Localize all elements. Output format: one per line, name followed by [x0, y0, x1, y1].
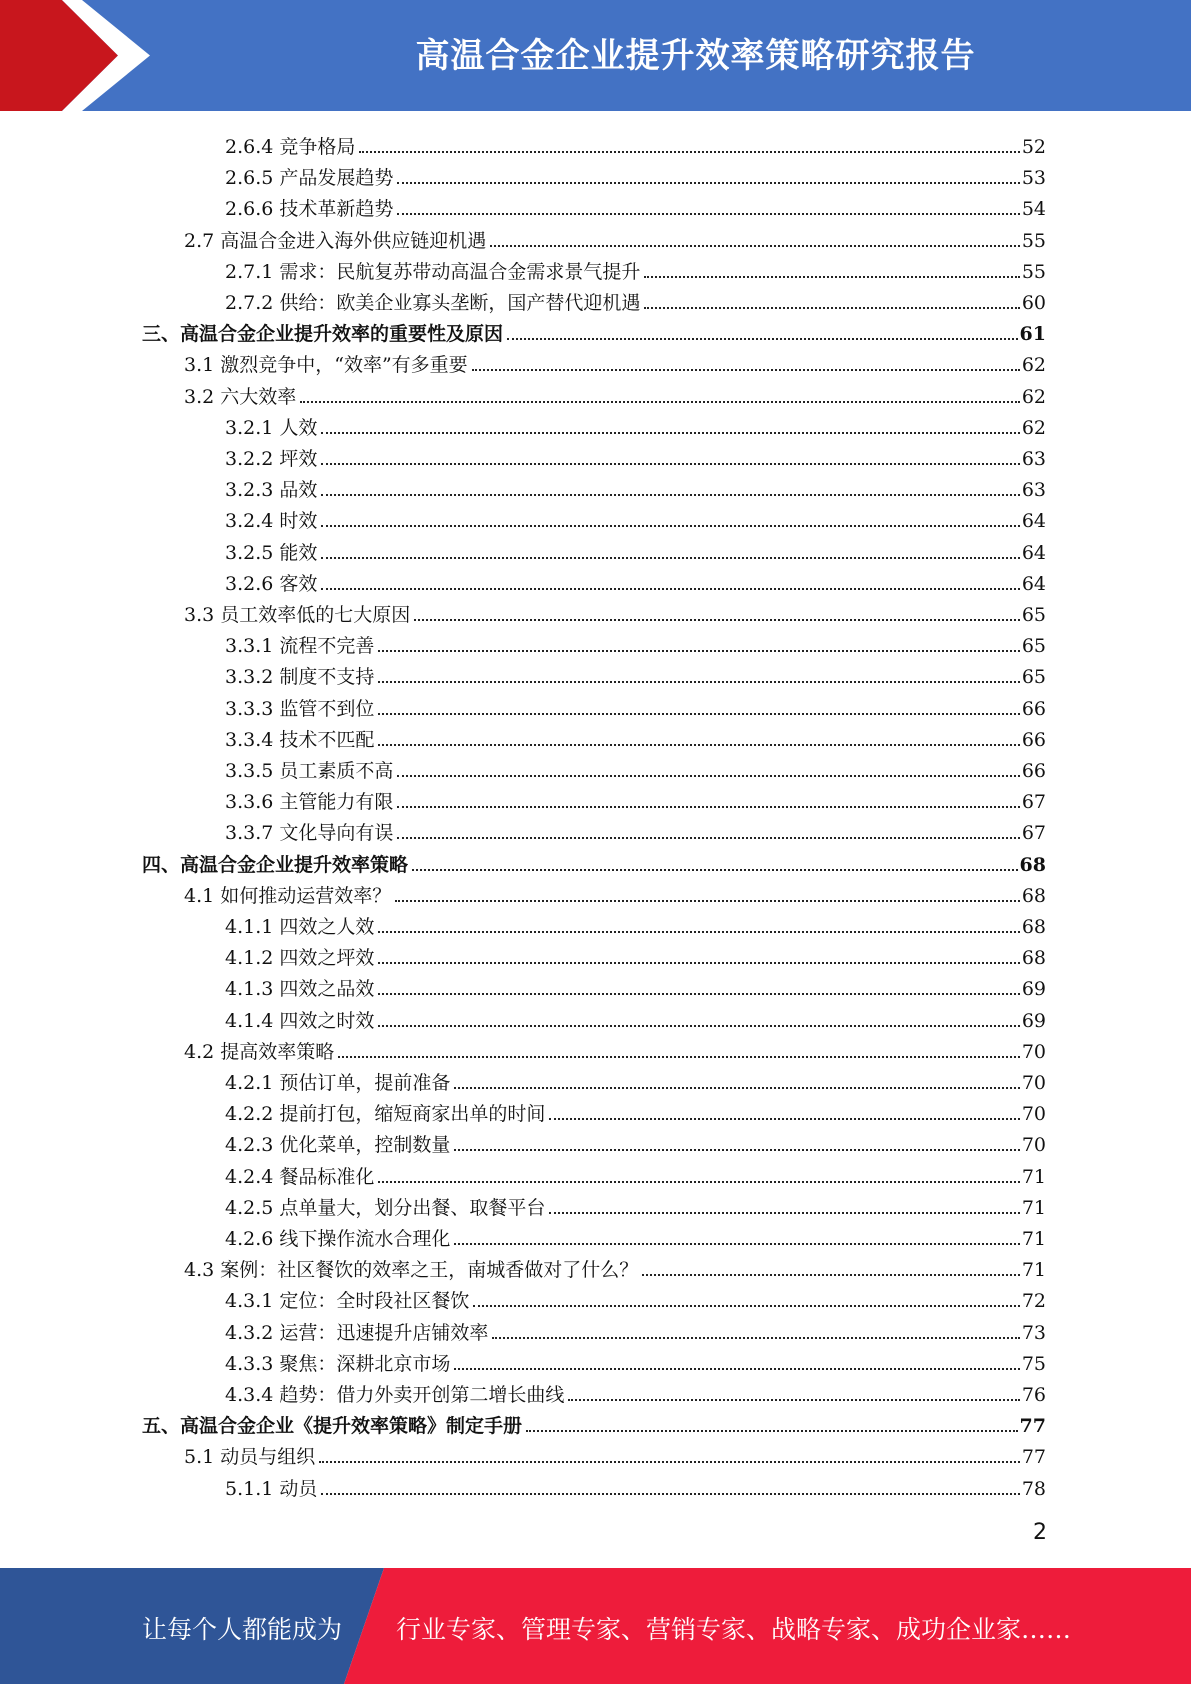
toc-dot-leader — [492, 1337, 1019, 1339]
toc-entry-page: 69 — [1021, 1009, 1046, 1032]
toc-entry-page: 73 — [1021, 1321, 1046, 1344]
toc-entry-title: 3.3.7 文化导向有误 — [225, 822, 394, 845]
toc-entry-title: 4.2.6 线下操作流水合理化 — [225, 1228, 451, 1250]
toc-entry-page: 67 — [1021, 822, 1046, 845]
toc-dot-leader — [300, 401, 1020, 403]
toc-dot-leader — [378, 681, 1019, 683]
toc-entry-page: 72 — [1021, 1290, 1046, 1313]
toc-entry[interactable] — [225, 1002, 1046, 1033]
toc-entry[interactable] — [225, 783, 1046, 814]
toc-entry-title: 2.6.4 竞争格局 — [225, 136, 356, 158]
report-title: 高温合金企业提升效率策略研究报告 — [415, 36, 976, 76]
toc-entry[interactable] — [225, 970, 1046, 1001]
toc-entry-page: 64 — [1021, 510, 1046, 533]
toc-dot-leader — [568, 1399, 1019, 1401]
toc-entry[interactable] — [184, 1438, 1046, 1469]
toc-entry-title: 4.2.5 点单量大，划分出餐、取餐平台 — [225, 1196, 546, 1219]
toc-dot-leader — [378, 713, 1019, 715]
toc-entry-title: 3.2.1 人效 — [225, 416, 318, 439]
toc-entry-page: 52 — [1021, 136, 1046, 158]
toc-dot-leader — [473, 1305, 1019, 1307]
toc-dot-leader — [397, 775, 1019, 777]
toc-dot-leader — [397, 806, 1019, 808]
toc-entry-page: 67 — [1021, 791, 1046, 814]
toc-entry-title: 3.1 激烈竞争中，“效率”有多重要 — [184, 354, 468, 377]
toc-entry-title: 3.3.4 技术不匹配 — [225, 728, 375, 751]
toc-entry[interactable] — [225, 128, 1046, 159]
toc-entry-page: 54 — [1021, 198, 1046, 221]
toc-dot-leader — [378, 650, 1019, 652]
toc-dot-leader — [359, 151, 1019, 153]
toc-entry-page: 64 — [1021, 572, 1046, 595]
toc-entry-title: 3.3.2 制度不支持 — [225, 666, 375, 689]
toc-entry-title: 2.6.5 产品发展趋势 — [225, 167, 394, 190]
toc-entry-title: 4.3.1 定位：全时段社区餐饮 — [225, 1290, 470, 1313]
toc-entry[interactable] — [225, 1376, 1046, 1407]
toc-entry-page: 53 — [1021, 167, 1046, 190]
toc-entry-title: 4.3.4 趋势：借力外卖开创第二增长曲线 — [225, 1384, 565, 1406]
toc-dot-leader — [397, 837, 1019, 839]
toc-entry-title: 4.2.3 优化菜单，控制数量 — [225, 1134, 451, 1157]
toc-dot-leader — [454, 1087, 1019, 1089]
toc-entry-title: 四、高温合金企业提升效率策略 — [142, 853, 409, 876]
toc-entry-title: 3.2.6 客效 — [225, 572, 318, 595]
toc-dot-leader — [454, 1243, 1019, 1245]
toc-entry-page: 55 — [1021, 260, 1046, 283]
toc-entry[interactable] — [225, 190, 1046, 221]
toc-entry[interactable] — [225, 409, 1046, 440]
toc-entry-page: 70 — [1021, 1134, 1046, 1157]
toc-entry-page: 61 — [1019, 323, 1046, 346]
toc-entry[interactable] — [225, 1470, 1046, 1501]
toc-dot-leader — [644, 307, 1019, 309]
toc-entry-title: 3.3.3 监管不到位 — [225, 697, 375, 720]
toc-entry-page: 71 — [1021, 1196, 1046, 1219]
toc-entry[interactable] — [225, 690, 1046, 721]
toc-entry[interactable] — [225, 721, 1046, 752]
toc-entry-page: 65 — [1021, 604, 1046, 626]
toc-entry[interactable] — [184, 596, 1046, 627]
toc-entry-page: 65 — [1021, 666, 1046, 689]
toc-dot-leader — [321, 1493, 1019, 1495]
toc-entry[interactable] — [225, 1064, 1046, 1095]
toc-entry-page: 65 — [1021, 635, 1046, 658]
toc-entry-title: 5.1.1 动员 — [225, 1477, 318, 1500]
toc-entry[interactable] — [225, 752, 1046, 783]
toc-entry-page: 77 — [1021, 1446, 1046, 1469]
toc-entry[interactable] — [142, 315, 1046, 346]
toc-dot-leader — [472, 369, 1020, 371]
toc-dot-leader — [454, 1368, 1019, 1370]
toc-entry-title: 3.3.6 主管能力有限 — [225, 791, 394, 814]
toc-entry-page: 68 — [1021, 947, 1046, 970]
toc-entry-title: 3.2.4 时效 — [225, 510, 318, 533]
toc-entry-title: 4.1.4 四效之时效 — [225, 1009, 375, 1032]
toc-entry-title: 4.2.1 预估订单，提前准备 — [225, 1072, 451, 1094]
toc-entry-page: 66 — [1021, 760, 1046, 782]
toc-entry-page: 62 — [1021, 385, 1046, 408]
toc-entry[interactable] — [225, 1189, 1046, 1220]
toc-entry-page: 66 — [1021, 697, 1046, 720]
toc-entry-title: 4.2.2 提前打包，缩短商家出单的时间 — [225, 1103, 546, 1126]
toc-entry[interactable] — [184, 1251, 1046, 1282]
toc-entry[interactable] — [184, 1033, 1046, 1064]
toc-dot-leader — [454, 1149, 1019, 1151]
toc-entry-page: 71 — [1021, 1165, 1046, 1188]
toc-entry-page: 71 — [1021, 1259, 1046, 1282]
toc-entry-page: 63 — [1021, 479, 1046, 502]
toc-entry[interactable] — [225, 908, 1046, 939]
page-number: 2 — [1033, 1520, 1047, 1545]
toc-entry-page: 77 — [1019, 1415, 1046, 1438]
toc-entry[interactable] — [225, 1314, 1046, 1345]
toc-entry-title: 2.7.1 需求：民航复苏带动高温合金需求景气提升 — [225, 260, 641, 283]
toc-entry-title: 4.3.3 聚焦：深耕北京市场 — [225, 1352, 451, 1375]
toc-entry[interactable] — [184, 877, 1046, 908]
toc-dot-leader — [378, 1181, 1019, 1183]
toc-entry-page: 64 — [1021, 541, 1046, 564]
toc-dot-leader — [321, 557, 1019, 559]
toc-entry-page: 69 — [1021, 978, 1046, 1001]
toc-entry[interactable] — [184, 222, 1046, 253]
toc-entry-title: 2.6.6 技术革新趋势 — [225, 198, 394, 221]
toc-dot-leader — [321, 494, 1019, 496]
toc-dot-leader — [412, 869, 1018, 871]
toc-dot-leader — [642, 1274, 1020, 1276]
toc-entry[interactable] — [225, 658, 1046, 689]
toc-entry-page: 62 — [1021, 416, 1046, 439]
toc-dot-leader — [490, 245, 1020, 247]
toc-entry[interactable] — [225, 502, 1046, 533]
toc-entry[interactable] — [225, 1345, 1046, 1376]
toc-entry[interactable] — [225, 1158, 1046, 1189]
toc-entry-title: 4.1.2 四效之坪效 — [225, 947, 375, 970]
toc-dot-leader — [378, 962, 1019, 964]
toc-entry-page: 66 — [1021, 728, 1046, 751]
toc-entry[interactable] — [225, 627, 1046, 658]
toc-entry-title: 4.2.4 餐品标准化 — [225, 1165, 375, 1188]
toc-dot-leader — [397, 213, 1019, 215]
toc-dot-leader — [321, 432, 1019, 434]
toc-dot-leader — [321, 525, 1019, 527]
toc-entry[interactable] — [225, 939, 1046, 970]
toc-dot-leader — [321, 588, 1019, 590]
toc-dot-leader — [378, 993, 1019, 995]
toc-dot-leader — [321, 463, 1019, 465]
toc-entry[interactable] — [225, 1282, 1046, 1313]
toc-entry-title: 3.2.3 品效 — [225, 479, 318, 502]
toc-entry[interactable] — [225, 471, 1046, 502]
toc-entry-page: 55 — [1021, 229, 1046, 252]
toc-entry-title: 五、高温合金企业《提升效率策略》制定手册 — [142, 1415, 523, 1438]
toc-entry-title: 4.2 提高效率策略 — [184, 1040, 335, 1063]
toc-entry-page: 63 — [1021, 448, 1046, 470]
toc-entry-page: 70 — [1021, 1103, 1046, 1126]
toc-entry[interactable] — [225, 159, 1046, 190]
toc-entry-title: 3.3 员工效率低的七大原因 — [184, 604, 411, 626]
toc-entry-page: 68 — [1019, 853, 1046, 876]
toc-dot-leader — [549, 1212, 1019, 1214]
toc-dot-leader — [378, 931, 1019, 933]
toc-entry-title: 4.1 如何推动运营效率？ — [184, 884, 392, 907]
toc-entry-page: 71 — [1021, 1228, 1046, 1250]
toc-entry-title: 3.3.5 员工素质不高 — [225, 760, 394, 782]
toc-entry[interactable] — [225, 253, 1046, 284]
toc-entry-title: 3.3.1 流程不完善 — [225, 635, 375, 658]
footer-slogan: 让每个人都能成为 — [142, 1615, 343, 1644]
toc-dot-leader — [319, 1461, 1020, 1463]
toc-dot-leader — [526, 1430, 1018, 1432]
toc-entry[interactable] — [225, 284, 1046, 315]
toc-entry-title: 4.1.1 四效之人效 — [225, 916, 375, 938]
toc-dot-leader — [644, 276, 1019, 278]
toc-entry-title: 三、高温合金企业提升效率的重要性及原因 — [142, 323, 504, 346]
toc-entry-title: 4.3.2 运营：迅速提升店铺效率 — [225, 1321, 489, 1344]
toc-entry[interactable] — [142, 846, 1046, 877]
toc-dot-leader — [395, 900, 1020, 902]
toc-dot-leader — [378, 1025, 1019, 1027]
footer-banner — [0, 1568, 1191, 1684]
toc-entry-title: 4.1.3 四效之品效 — [225, 978, 375, 1001]
report-header — [0, 0, 1191, 111]
toc-entry-title: 5.1 动员与组织 — [184, 1446, 316, 1469]
toc-entry-title: 3.2.2 坪效 — [225, 448, 318, 470]
toc-entry[interactable] — [142, 1407, 1046, 1438]
toc-entry[interactable] — [184, 346, 1046, 377]
toc-entry-page: 68 — [1021, 916, 1046, 938]
toc-entry-page: 62 — [1021, 354, 1046, 377]
toc-entry-page: 70 — [1021, 1072, 1046, 1094]
toc-dot-leader — [507, 338, 1018, 340]
toc-dot-leader — [338, 1056, 1020, 1058]
toc-entry-page: 70 — [1021, 1040, 1046, 1063]
toc-entry-title: 2.7 高温合金进入海外供应链迎机遇 — [184, 229, 487, 252]
toc-dot-leader — [378, 744, 1019, 746]
toc-entry-page: 68 — [1021, 884, 1046, 907]
toc-entry-title: 3.2 六大效率 — [184, 385, 297, 408]
toc-entry[interactable] — [225, 534, 1046, 565]
toc-entry[interactable] — [225, 440, 1046, 471]
toc-entry[interactable] — [225, 814, 1046, 845]
toc-entry[interactable] — [225, 1220, 1046, 1251]
toc-entry[interactable] — [225, 1095, 1046, 1126]
toc-dot-leader — [549, 1118, 1019, 1120]
toc-dot-leader — [414, 619, 1020, 621]
toc-entry-title: 2.7.2 供给：欧美企业寡头垄断，国产替代迎机遇 — [225, 292, 641, 314]
toc-entry[interactable] — [225, 1126, 1046, 1157]
toc-dot-leader — [397, 182, 1019, 184]
toc-entry-page: 78 — [1021, 1477, 1046, 1500]
toc-entry[interactable] — [184, 378, 1046, 409]
toc-entry-page: 75 — [1021, 1352, 1046, 1375]
toc-entry-title: 4.3 案例：社区餐饮的效率之王，南城香做对了什么？ — [184, 1259, 639, 1282]
footer-roles: 行业专家、管理专家、营销专家、战略专家、成功企业家…… — [396, 1615, 1072, 1644]
toc-entry-title: 3.2.5 能效 — [225, 541, 318, 564]
toc-entry-page: 76 — [1021, 1384, 1046, 1406]
toc-entry-page: 60 — [1021, 292, 1046, 314]
toc-entry[interactable] — [225, 565, 1046, 596]
